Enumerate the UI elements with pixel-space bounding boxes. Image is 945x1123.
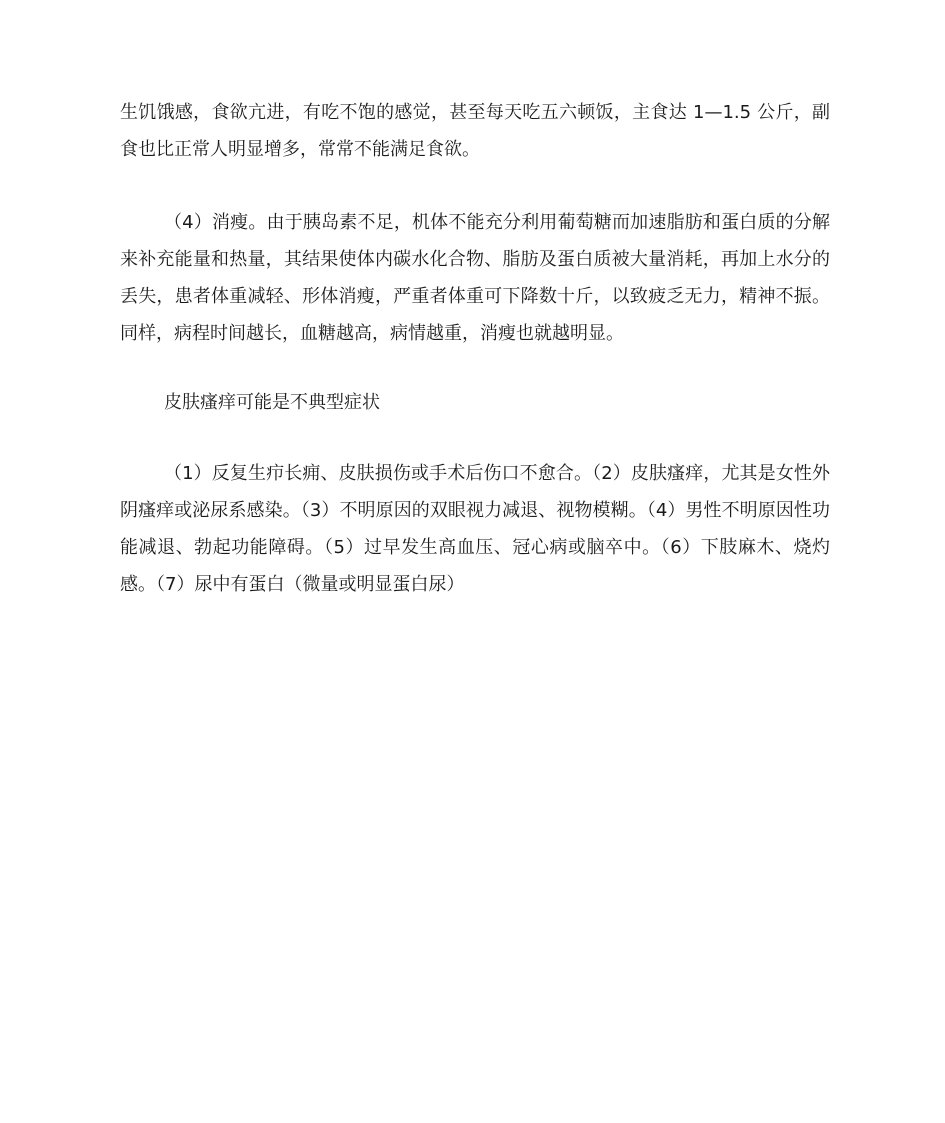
section-heading-skin-itch: 皮肤瘙痒可能是不典型症状 <box>164 392 380 413</box>
paragraph-appetite: 生饥饿感，食欲亢进，有吃不饱的感觉，甚至每天吃五六顿饭，主食达 1—1.5 公斤，副食也比正常人明显增多，常常不能满足食欲。 <box>120 102 830 160</box>
paragraph-atypical-symptoms: （1）反复生疖长痈、皮肤损伤或手术后伤口不愈合。（2）皮肤瘙痒，尤其是女性外阴瘙痒或泌尿系感染。（3）不明原因的双眼视力减退、视物模糊。（4）男性不明原因性功能减退、勃起功能障碍。（5）过早发生高血压、冠心病或脑卒中。（6）下肢麻木、烧灼感。（7）尿中有蛋白（微量或明显蛋白尿） <box>120 463 830 595</box>
paragraph-weight-loss: （4）消瘦。由于胰岛素不足，机体不能充分利用葡萄糖而加速脂肪和蛋白质的分解来补充能量和热量，其结果使体内碳水化合物、脂肪及蛋白质被大量消耗，再加上水分的丢失，患者体重减轻、形体消瘦，严重者体重可下降数十斤，以致疲乏无力，精神不振。同样，病程时间越长，血糖越高，病情越重，消瘦也就越明显。 <box>120 212 830 344</box>
